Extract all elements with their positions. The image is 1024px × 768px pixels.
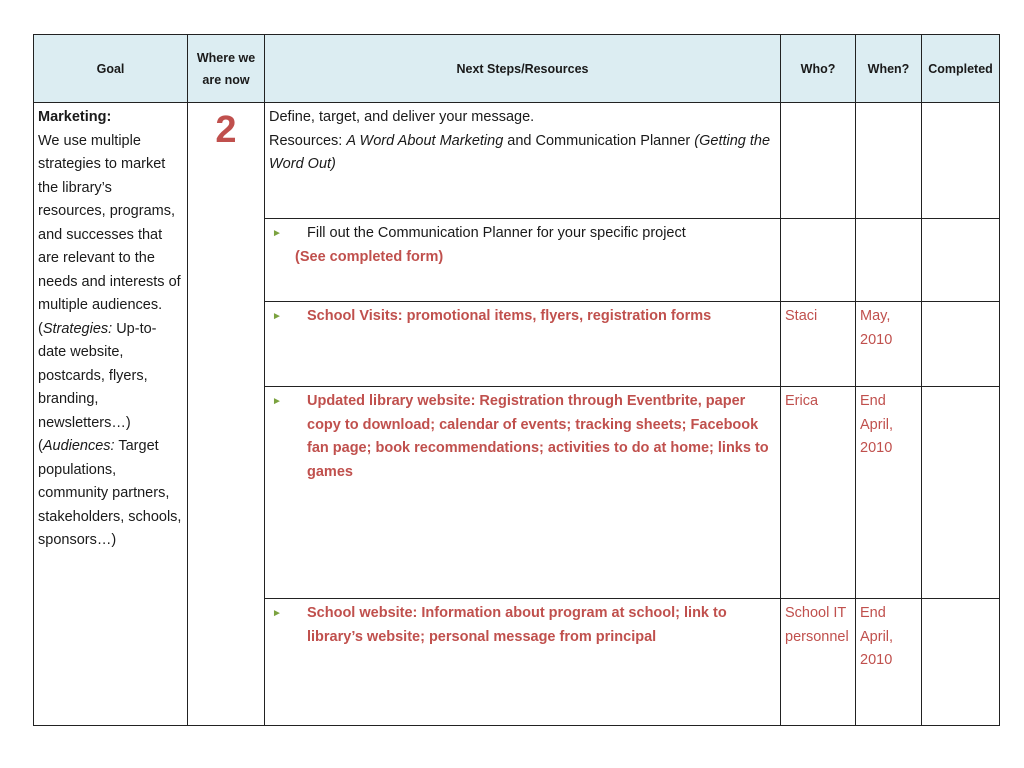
who-cell-4: Erica: [781, 387, 856, 599]
steps-cell-1: Define, target, and deliver your message. Resources: A Word About Marketing and Communication Planner (Getting the Word Out): [265, 103, 781, 219]
when-cell-4: End April, 2010: [856, 387, 922, 599]
completed-cell-1[interactable]: [922, 103, 1000, 219]
bullet-icon: ►: [272, 608, 282, 619]
who-cell-1: [781, 103, 856, 219]
completed-cell-2[interactable]: [922, 219, 1000, 302]
when-cell-2: [856, 219, 922, 302]
header-next-steps: Next Steps/Resources: [265, 35, 781, 103]
header-who: Who?: [781, 35, 856, 103]
goal-strategies: (Strategies: Up-to-date website, postcards, flyers, branding, newsletters…): [38, 320, 157, 431]
bullet-icon: ►: [272, 228, 282, 239]
level-cell: [188, 103, 265, 726]
goal-audiences: (Audiences: Target populations, community partners, stakeholders, schools, sponsors…): [38, 438, 182, 548]
steps-cell-4: ► Updated library website: Registration through Eventbrite, paper copy to download; calendar of events; tracking sheets; Facebook fan page; book recommendations; activities to do at home; links to games: [265, 387, 781, 599]
completed-cell-5[interactable]: [922, 599, 1000, 726]
when-cell-3: May, 2010: [856, 302, 922, 387]
header-where: Where we are now: [188, 35, 265, 103]
who-cell-5: School IT personnel: [781, 599, 856, 726]
completed-cell-4[interactable]: [922, 387, 1000, 599]
action-plan-table: [33, 34, 1000, 726]
completed-cell-3[interactable]: [922, 302, 1000, 387]
current-level: 2: [215, 109, 237, 151]
goal-description: We use multiple strategies to market the library’s resources, programs, and successes that are relevant to the needs and interests of multiple audiences.: [38, 132, 181, 313]
header-when: When?: [856, 35, 922, 103]
resources-line: Resources: A Word About Marketing and Communication Planner (Getting the Word Out): [269, 132, 771, 172]
header-row: [34, 35, 1000, 103]
header-goal: Goal: [34, 35, 188, 103]
steps-cell-5: ► School website: Information about program at school; link to library’s website; personal message from principal: [265, 599, 781, 726]
bullet-icon: ►: [272, 311, 282, 322]
steps-cell-2: ► Fill out the Communication Planner for your specific project (See completed form): [265, 219, 781, 302]
goal-cell: [34, 103, 188, 726]
table-row: [34, 103, 1000, 219]
bullet-icon: ►: [272, 396, 282, 407]
see-completed-form[interactable]: (See completed form): [295, 248, 444, 265]
steps-cell-3: ► School Visits: promotional items, flyers, registration forms: [265, 302, 781, 387]
when-cell-1: [856, 103, 922, 219]
goal-title: Marketing:: [38, 109, 112, 125]
when-cell-5: End April, 2010: [856, 599, 922, 726]
header-completed: Completed: [922, 35, 1000, 103]
who-cell-2: [781, 219, 856, 302]
who-cell-3: Staci: [781, 302, 856, 387]
